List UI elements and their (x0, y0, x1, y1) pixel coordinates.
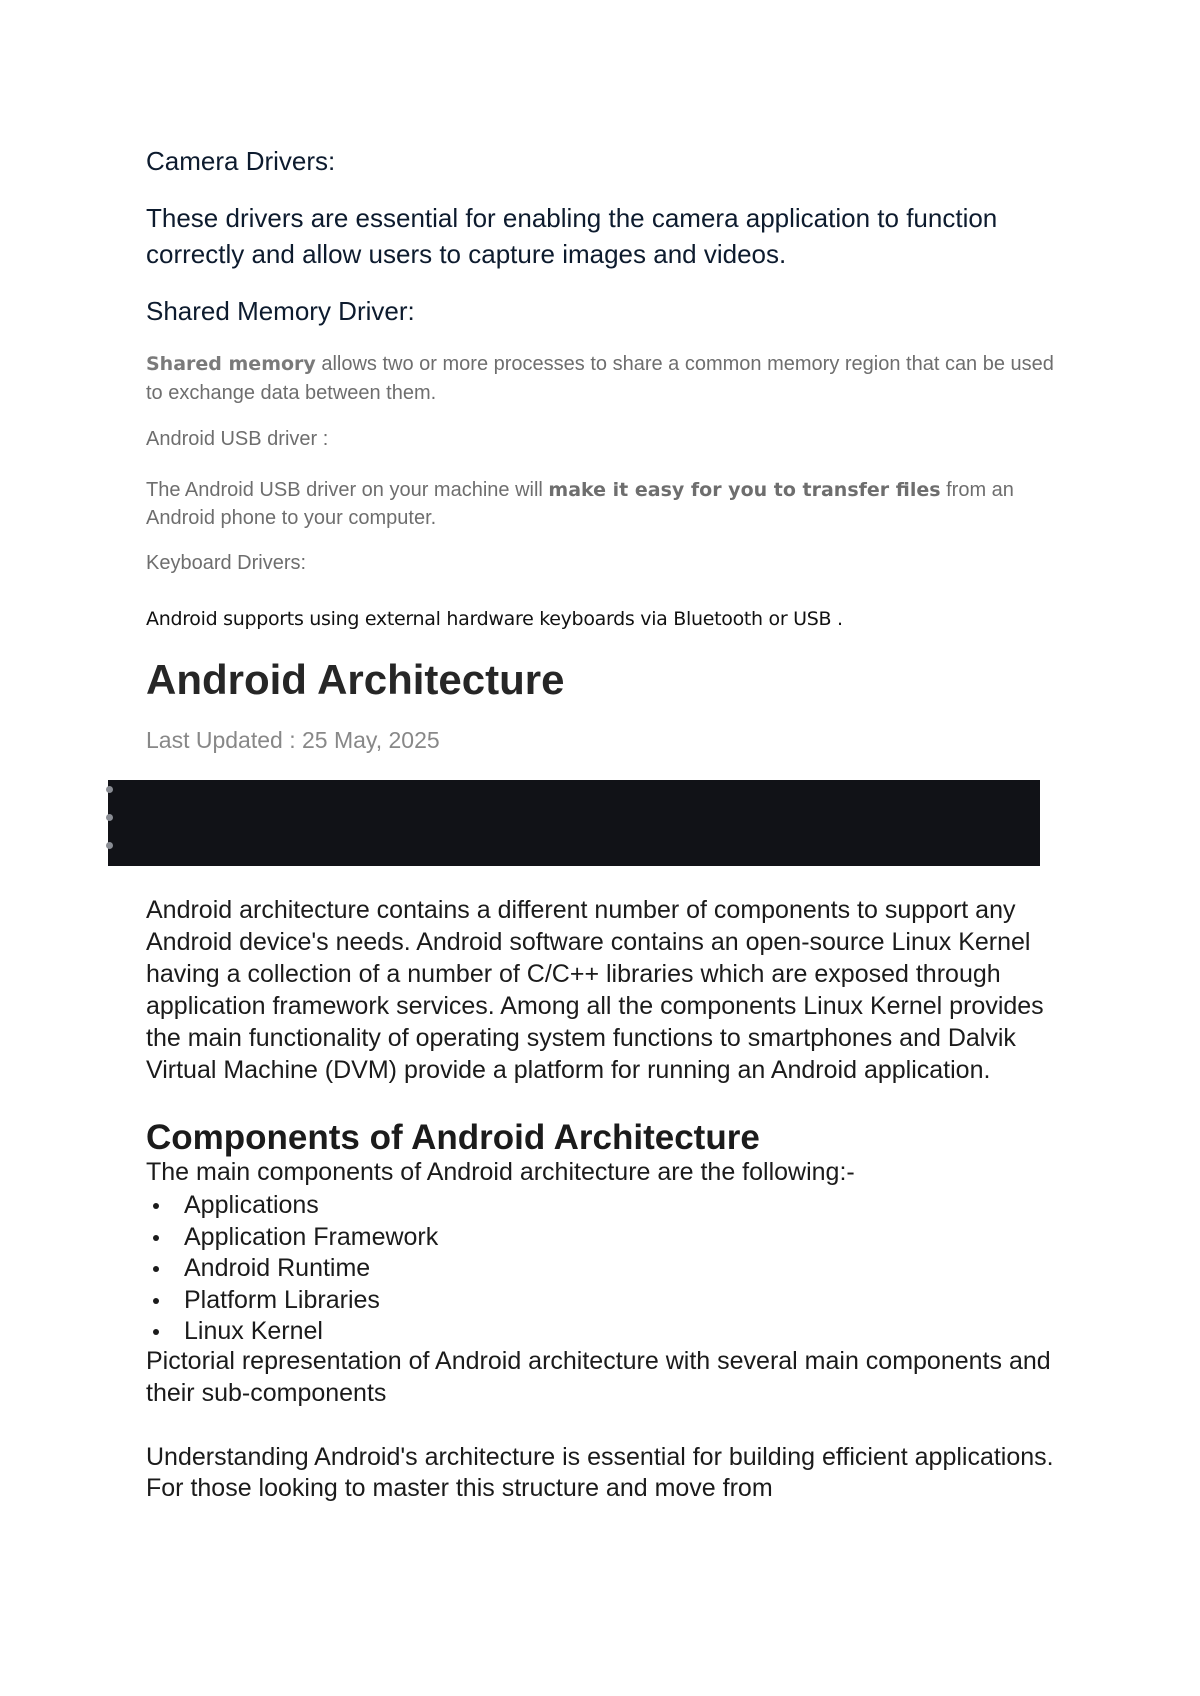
list-item: Applications (146, 1190, 438, 1222)
camera-drivers-heading: Camera Drivers: (146, 146, 336, 176)
shared-memory-description (146, 350, 1066, 408)
components-heading: Components of Android Architecture (146, 1118, 760, 1157)
dark-banner (108, 780, 1040, 866)
usb-desc-end: from an Android phone to your computer. (146, 479, 1014, 529)
usb-driver-description (146, 476, 1066, 532)
closing-paragraph: Understanding Android's architecture is essential for building efficient applications. For those looking to master this structure and move from (146, 1443, 1054, 1502)
bullet-dot-icon (106, 814, 113, 821)
keyboard-drivers-heading: Keyboard Drivers: (146, 552, 307, 574)
list-item: Platform Libraries (146, 1285, 438, 1317)
camera-drivers-description: These drivers are essential for enabling the camera application to function correctly and allow users to capture images and videos. (146, 203, 998, 269)
usb-desc-bold: make it easy for you to transfer files (548, 479, 941, 501)
components-list (146, 1190, 438, 1348)
list-item: Android Runtime (146, 1253, 438, 1285)
article-title: Android Architecture (146, 656, 565, 703)
components-intro: The main components of Android architecture are the following:- (146, 1158, 855, 1186)
last-updated-date: Last Updated : 25 May, 2025 (146, 727, 440, 753)
usb-driver-heading: Android USB driver : (146, 428, 329, 450)
usb-desc-start: The Android USB driver on your machine will (146, 479, 549, 501)
architecture-intro-paragraph: Android architecture contains a different number of components to support any Android device's needs. Android software contains an open-source Linux Kernel having a collection of a number of C/C++ libraries which are exposed through application framework services. Among all the components Linux Kernel provides the main functionality of operating system functions to smartphones and Dalvik Virtual Machine (DVM) provide a platform for running an Android application. (146, 896, 1044, 1084)
bullet-dot-icon (106, 786, 113, 793)
list-item: Linux Kernel (146, 1316, 438, 1348)
keyboard-drivers-description: Android supports using external hardware keyboards via Bluetooth or USB . (146, 608, 843, 630)
shared-memory-heading: Shared Memory Driver: (146, 296, 415, 326)
bullet-dot-icon (106, 842, 113, 849)
list-item: Application Framework (146, 1222, 438, 1254)
shared-memory-description-rest: allows two or more processes to share a common memory region that can be used to exchange data between them. (146, 353, 1054, 404)
shared-memory-bold-lead: Shared memory (146, 353, 316, 375)
diagram-caption: Pictorial representation of Android architecture with several main components and their sub-components (146, 1347, 1051, 1407)
